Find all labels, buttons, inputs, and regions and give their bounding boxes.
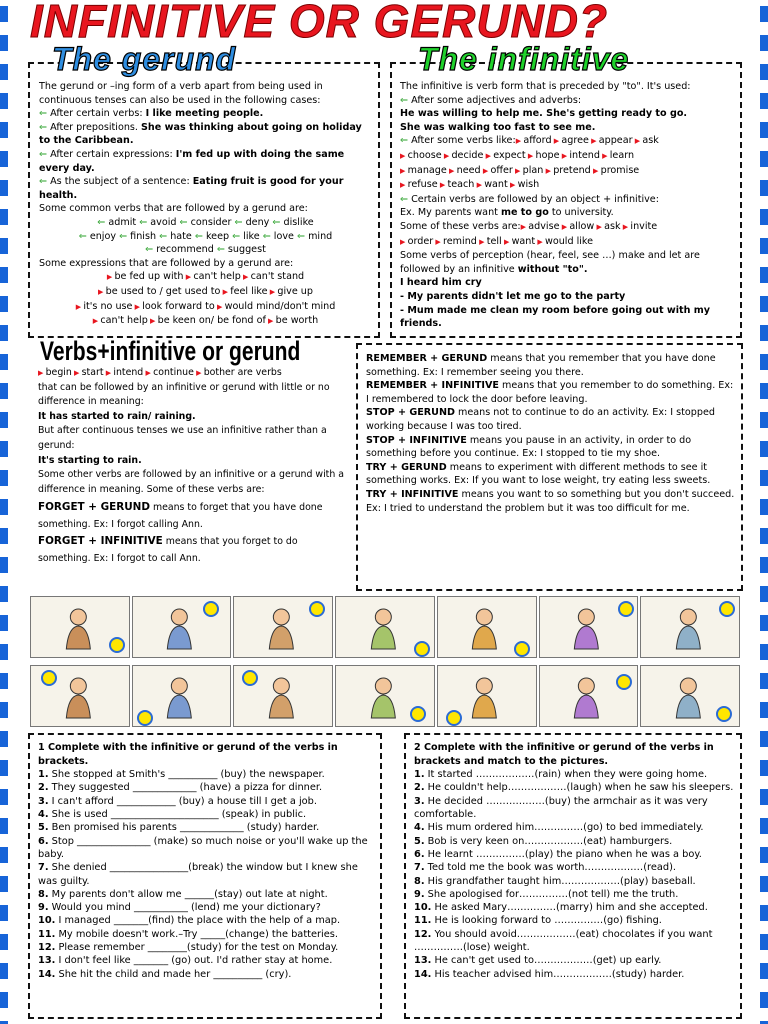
triangle-icon: ▶	[267, 287, 278, 296]
cartoon-figure-icon	[354, 676, 413, 720]
triangle-icon: ▶	[501, 237, 512, 246]
exercise-item: 2. They suggested _____________ (have) a pizza for dinner.	[38, 782, 323, 794]
triangle-icon: ▶	[400, 237, 408, 246]
arrow-icon: ⇐	[259, 230, 274, 242]
verb-item: afford	[523, 135, 552, 147]
perception-example: - My parents didn't let me go to the party	[400, 290, 626, 302]
item-number: 3.	[414, 795, 425, 807]
verb-item: feel like	[230, 285, 268, 297]
cartoon-figure-icon	[49, 607, 108, 651]
exercise-item: 6. He learnt ……………(play) the piano when he was a boy.	[414, 848, 702, 860]
verb-item: tell	[486, 235, 502, 247]
cartoon-figure-icon	[557, 676, 616, 720]
triangle-icon: ▶	[594, 222, 605, 231]
meaning-rule: REMEMBER + INFINITIVE means that you remember to do something. Ex: I remembered to lock the door before leaving.	[366, 380, 734, 405]
cartoon-figure-icon	[150, 676, 209, 720]
arrow-icon: ⇐	[176, 216, 191, 228]
picture-cartoon	[539, 665, 639, 727]
gerund-heading: The gerund	[52, 41, 237, 77]
item-number: 6.	[414, 848, 425, 860]
arrow-icon: ⇐	[39, 148, 51, 160]
verb-item: wish	[517, 179, 540, 191]
verb-item: promise	[600, 164, 640, 176]
gerund-expression-list	[39, 300, 372, 315]
triangle-icon: ▶	[75, 302, 84, 311]
infinitive-verb-list	[400, 235, 734, 250]
gerund-section	[28, 62, 380, 338]
verb-item: begin	[45, 367, 72, 378]
verb-item: invite	[630, 220, 658, 232]
verb-item: mind	[308, 230, 333, 242]
forget-gerund-rule: FORGET + GERUND means to forget that you have done something. Ex: I forgot calling Ann.	[38, 501, 323, 531]
verb-item: can't help	[100, 315, 148, 327]
exercise-item: 8. His grandfather taught him………………(play) baseball.	[414, 875, 696, 887]
triangle-icon: ▶	[483, 151, 494, 160]
meaning-rule: TRY + INFINITIVE means you want to so something but you don't succeed. Ex: I tried to understand the problem but it was too difficult for me.	[366, 488, 735, 514]
item-number: 10.	[38, 915, 56, 927]
item-number: 1.	[414, 769, 425, 781]
item-number: 12.	[414, 928, 432, 940]
both-text: But after continuous tenses we use an infinitive rather than a gerund:	[38, 425, 327, 451]
verb-item: want	[511, 235, 536, 247]
infinitive-example: Ex. My parents want me to go to university.	[400, 207, 614, 219]
verb-item: offer	[490, 164, 513, 176]
triangle-icon: ▶	[400, 151, 408, 160]
item-number: 1.	[38, 769, 49, 781]
exercise-2-heading: 2 Complete with the infinitive or gerund of the verbs in brackets and match to the pictures.	[414, 742, 714, 767]
verb-item: bother	[203, 367, 235, 378]
meaning-rule: TRY + GERUND means to experiment with different methods to see it something works. Ex: If you want to lose weight, try eating less sweets.	[366, 461, 711, 487]
right-border-decoration	[760, 0, 768, 1024]
infinitive-heading: The infinitive	[418, 41, 630, 77]
infinitive-verb-list	[400, 149, 734, 164]
arrow-icon: ⇐	[136, 216, 151, 228]
verb-item: enjoy	[89, 230, 117, 242]
verb-item: agree	[561, 135, 589, 147]
verb-item: deny	[245, 216, 270, 228]
arrow-icon: ⇐	[400, 135, 412, 147]
perception-example: - Mum made me clean my room before going out with my friends.	[400, 304, 711, 330]
picture-cartoon	[640, 596, 740, 658]
triangle-icon: ▶	[543, 166, 554, 175]
cartoon-figure-icon	[455, 676, 514, 720]
perception-example: I heard him cry	[400, 277, 482, 289]
exercise-item: 3. He decided ………………(buy) the armchair as it was very comfortable.	[414, 795, 708, 821]
triangle-icon: ▶	[98, 287, 106, 296]
exercise-item: 12. Please remember ________(study) for the test on Monday.	[38, 942, 339, 954]
answer-circle-icon	[109, 637, 125, 653]
answer-circle-icon	[716, 706, 732, 722]
exercise-item: 2. He couldn't help………………(laugh) when he saw his sleepers.	[414, 782, 734, 794]
exercise-2	[404, 733, 742, 1019]
verb-item: learn	[609, 149, 635, 161]
item-number: 2.	[414, 782, 425, 794]
gerund-intro: The gerund or –ing form of a verb apart from being used in continuous tenses can also be used in the following cases:	[39, 81, 323, 106]
meaning-rule: STOP + GERUND means not to continue to do an activity. Ex: I stopped working because I was too tired.	[366, 407, 715, 432]
verb-item: start	[81, 367, 104, 378]
verb-item: teach	[447, 179, 475, 191]
picture-cartoon	[335, 665, 435, 727]
verb-item: hope	[535, 149, 560, 161]
picture-row	[30, 596, 740, 658]
verb-item: remind	[443, 235, 477, 247]
exercise-item: 4. She is used ______________________ (speak) in public.	[38, 809, 307, 821]
triangle-icon: ▶	[183, 273, 194, 282]
cartoon-figure-icon	[659, 607, 718, 651]
verb-item: dislike	[283, 216, 314, 228]
infinitive-intro: The infinitive is verb form that is preceded by "to". It's used:	[400, 81, 691, 92]
both-section	[38, 366, 348, 567]
both-text: are verbs	[234, 367, 282, 378]
answer-circle-icon	[618, 601, 634, 617]
triangle-icon: ▶	[620, 222, 631, 231]
cartoon-figure-icon	[49, 676, 108, 720]
gerund-expression-list	[39, 314, 372, 329]
arrow-icon: ⇐	[39, 108, 51, 120]
picture-cartoon	[437, 596, 537, 658]
verb-item: keep	[205, 230, 230, 242]
answer-circle-icon	[616, 674, 632, 690]
verb-item: would like	[544, 235, 594, 247]
triangle-icon: ▶	[515, 137, 524, 146]
gerund-rule: ⇐ After certain expressions: I'm fed up with doing the same every day.	[39, 148, 345, 174]
arrow-icon: ⇐	[78, 230, 90, 242]
verb-item: be used to / get used to	[105, 285, 221, 297]
answer-circle-icon	[446, 710, 462, 726]
cartoon-figure-icon	[455, 607, 514, 651]
gerund-verb-list	[39, 216, 372, 230]
arrow-icon: ⇐	[269, 216, 284, 228]
triangle-icon: ▶	[632, 137, 643, 146]
answer-circle-icon	[137, 710, 153, 726]
verb-item: refuse	[407, 179, 438, 191]
verb-item: manage	[407, 164, 447, 176]
verb-item: decide	[451, 149, 484, 161]
triangle-icon: ▶	[147, 317, 158, 326]
item-number: 11.	[38, 928, 56, 940]
cartoon-figure-icon	[659, 676, 718, 720]
triangle-icon: ▶	[441, 151, 452, 160]
verb-item: admit	[108, 216, 137, 228]
answer-circle-icon	[203, 601, 219, 617]
triangle-icon: ▶	[433, 237, 444, 246]
verb-item: be fed up with	[114, 271, 184, 283]
picture-cartoon	[30, 596, 130, 658]
left-border-decoration	[0, 0, 8, 1024]
infinitive-rule: ⇐ After some adjectives and adverbs:	[400, 94, 582, 106]
triangle-icon: ▶	[551, 137, 562, 146]
verb-item: pretend	[553, 164, 591, 176]
arrow-icon: ⇐	[229, 230, 244, 242]
verb-item: be keen on/ be fond of	[157, 315, 266, 327]
verb-item: ask	[604, 220, 621, 232]
item-number: 13.	[38, 955, 56, 967]
verb-item: advise	[528, 220, 560, 232]
exercise-item: 13. He can't get used to………………(get) up early.	[414, 955, 662, 967]
verb-item: plan	[522, 164, 544, 176]
triangle-icon: ▶	[106, 273, 115, 282]
item-number: 12.	[38, 942, 56, 954]
gerund-verb-list	[39, 230, 372, 244]
triangle-icon: ▶	[446, 166, 457, 175]
infinitive-verb-list	[400, 164, 734, 179]
verb-item: can't stand	[250, 271, 305, 283]
item-number: 2.	[38, 782, 49, 794]
gerund-expression-list	[39, 285, 372, 300]
arrow-icon: ⇐	[145, 244, 157, 256]
verb-item: intend	[569, 149, 600, 161]
exercise-item: 7. Ted told me the book was worth………………(read).	[414, 862, 677, 874]
infinitive-rule: ⇐ Certain verbs are followed by an object + infinitive:	[400, 193, 659, 205]
gerund-expressions-intro: Some expressions that are followed by a gerund are:	[39, 257, 294, 269]
exercise-item: 1. She stopped at Smith's __________ (buy) the newspaper.	[38, 769, 325, 781]
exercise-item: 4. His mum ordered him……………(go) to bed immediately.	[414, 822, 704, 834]
forget-infinitive-rule: FORGET + INFINITIVE means that you forget to do something. Ex: I forgot to call Ann.	[38, 535, 298, 565]
infinitive-verb-list	[400, 178, 734, 193]
verb-item: want	[484, 179, 508, 191]
both-text: Some other verbs are followed by an infinitive or a gerund with a difference in meaning. Some of these verbs are:	[38, 469, 345, 495]
exercise-item: 5. Ben promised his parents _____________ (study) harder.	[38, 822, 320, 834]
picture-cartoon	[640, 665, 740, 727]
picture-cartoon	[132, 665, 232, 727]
verb-item: intend	[113, 367, 144, 378]
item-number: 4.	[414, 822, 425, 834]
exercise-item: 6. Stop _______________ (make) so much noise or you'll wake up the baby.	[38, 835, 368, 860]
cartoon-figure-icon	[557, 607, 616, 651]
infinitive-example: She was walking too fast to see me.	[400, 121, 596, 133]
verb-item: like	[243, 230, 260, 242]
item-number: 7.	[38, 862, 49, 874]
picture-cartoon	[335, 596, 435, 658]
arrow-icon: ⇐	[400, 193, 412, 205]
picture-cartoon	[233, 665, 333, 727]
item-number: 5.	[38, 822, 49, 834]
triangle-icon: ▶	[92, 317, 101, 326]
verb-item: give up	[277, 285, 313, 297]
gerund-rule: ⇐ After prepositions. She was thinking about going on holiday to the Caribbean.	[39, 121, 362, 147]
verb-item: be worth	[275, 315, 319, 327]
page-title: INFINITIVE OR GERUND?	[30, 0, 609, 47]
exercise-item: 7. She denied ________________(break) the window but I knew she was guilty.	[38, 862, 358, 887]
gerund-rule: ⇐ After certain verbs: I like meeting people.	[39, 108, 264, 120]
exercise-1-heading: 1 Complete with the infinitive or gerund of the verbs in brackets.	[38, 742, 338, 767]
exercise-item: 9. She apologised for……………(not tell) me the truth.	[414, 888, 679, 900]
gerund-verb-list	[39, 243, 372, 257]
item-number: 13.	[414, 955, 432, 967]
arrow-icon: ⇐	[191, 230, 206, 242]
exercise-1	[28, 733, 382, 1019]
answer-circle-icon	[414, 641, 430, 657]
meaning-difference-section	[356, 343, 743, 591]
arrow-icon: ⇐	[293, 230, 309, 242]
item-number: 9.	[414, 888, 425, 900]
exercise-item: 5. Bob is very keen on………………(eat) hamburgers.	[414, 835, 673, 847]
verb-item: appear	[598, 135, 633, 147]
verb-item: hate	[170, 230, 192, 242]
verb-item: would mind/don't mind	[224, 300, 336, 312]
picture-cartoon	[233, 596, 333, 658]
triangle-icon: ▶	[474, 181, 485, 190]
exercise-item: 12. You should avoid………………(eat) chocolates if you want ……………(lose) weight.	[414, 928, 713, 954]
arrow-icon: ⇐	[213, 244, 228, 256]
triangle-icon: ▶	[400, 166, 408, 175]
arrow-icon: ⇐	[39, 121, 51, 133]
triangle-icon: ▶	[103, 369, 114, 377]
verb-item: choose	[407, 149, 442, 161]
meaning-rule: REMEMBER + GERUND means that you remember that you have done something. Ex: I remember seeing you there.	[366, 353, 716, 378]
arrow-icon: ⇐	[231, 216, 246, 228]
infinitive-rule: ⇐ After some verbs like:▶ afford ▶ agree ▶ appear ▶ ask	[400, 135, 659, 147]
exercise-item: 3. I can't afford ____________ (buy) a house till I get a job.	[38, 795, 318, 807]
exercise-item: 1. It started ………………(rain) when they were going home.	[414, 769, 708, 781]
answer-circle-icon	[41, 670, 57, 686]
triangle-icon: ▶	[480, 166, 491, 175]
item-number: 9.	[38, 902, 49, 914]
triangle-icon: ▶	[193, 369, 204, 377]
triangle-icon: ▶	[143, 369, 154, 377]
answer-circle-icon	[410, 706, 426, 722]
exercise-item: 11. My mobile doesn't work.–Try _____(change) the batteries.	[38, 928, 339, 940]
triangle-icon: ▶	[220, 287, 231, 296]
triangle-icon: ▶	[38, 369, 46, 377]
triangle-icon: ▶	[507, 181, 518, 190]
both-verb-list	[38, 366, 348, 381]
infinitive-section	[390, 62, 742, 338]
item-number: 3.	[38, 795, 49, 807]
arrow-icon: ⇐	[400, 94, 412, 106]
cartoon-figure-icon	[252, 676, 311, 720]
exercise-item: 14. She hit the child and made her __________ (cry).	[38, 968, 292, 980]
verb-item: avoid	[150, 216, 177, 228]
item-number: 8.	[414, 875, 425, 887]
triangle-icon: ▶	[588, 137, 599, 146]
verb-item: continue	[153, 367, 194, 378]
verb-item: consider	[190, 216, 232, 228]
both-heading: Verbs+infinitive or gerund	[40, 336, 301, 366]
triangle-icon: ▶	[520, 222, 529, 231]
verb-item: suggest	[227, 244, 266, 256]
triangle-icon: ▶	[240, 273, 251, 282]
verb-item: expect	[493, 149, 526, 161]
cartoon-figure-icon	[150, 607, 209, 651]
verb-item: order	[407, 235, 434, 247]
triangle-icon: ▶	[559, 151, 570, 160]
exercise-item: 13. I don't feel like _______ (go) out. I'd rather stay at home.	[38, 955, 333, 967]
perception-rule: Some verbs of perception (hear, feel, see …) make and let are followed by an infinitive without "to".	[400, 250, 700, 275]
infinitive-example: He was willing to help me. She's getting ready to go.	[400, 108, 688, 120]
answer-circle-icon	[309, 601, 325, 617]
arrow-icon: ⇐	[97, 216, 109, 228]
triangle-icon: ▶	[265, 317, 276, 326]
item-number: 11.	[414, 915, 432, 927]
cartoon-figure-icon	[354, 607, 413, 651]
arrow-icon: ⇐	[156, 230, 171, 242]
gerund-verbs-intro: Some common verbs that are followed by a gerund are:	[39, 203, 308, 215]
item-number: 10.	[414, 902, 432, 914]
both-example: It has started to rain/ raining.	[38, 410, 196, 422]
picture-row	[30, 665, 740, 727]
verb-item: need	[456, 164, 481, 176]
exercise-item: 9. Would you mind ___________ (lend) me your dictionary?	[38, 902, 321, 914]
item-number: 14.	[38, 968, 56, 980]
exercise-item: 11. He is looking forward to ……………(go) fishing.	[414, 915, 662, 927]
verb-item: can't help	[193, 271, 241, 283]
triangle-icon: ▶	[599, 151, 610, 160]
picture-cartoon	[132, 596, 232, 658]
triangle-icon: ▶	[71, 369, 82, 377]
meaning-rule: STOP + INFINITIVE means you pause in an activity, in order to do something before you continue. Ex: I stopped to tie my shoe.	[366, 434, 692, 460]
verb-item: love	[273, 230, 294, 242]
answer-circle-icon	[514, 641, 530, 657]
triangle-icon: ▶	[512, 166, 523, 175]
triangle-icon: ▶	[437, 181, 448, 190]
verb-item: look forward to	[142, 300, 215, 312]
picture-cartoon	[437, 665, 537, 727]
verb-item: it's no use	[83, 300, 133, 312]
triangle-icon: ▶	[476, 237, 487, 246]
verb-item: recommend	[156, 244, 214, 256]
verb-item: ask	[642, 135, 659, 147]
exercise-item: 10. He asked Mary……………(marry) him and she accepted.	[414, 902, 708, 914]
item-number: 6.	[38, 835, 49, 847]
arrow-icon: ⇐	[116, 230, 131, 242]
triangle-icon: ▶	[400, 181, 408, 190]
triangle-icon: ▶	[590, 166, 601, 175]
gerund-expression-list	[39, 270, 372, 285]
exercise-item: 8. My parents don't allow me ______(stay) out late at night.	[38, 888, 328, 900]
item-number: 4.	[38, 809, 49, 821]
item-number: 14.	[414, 968, 432, 980]
picture-cartoon	[30, 665, 130, 727]
triangle-icon: ▶	[559, 222, 570, 231]
triangle-icon: ▶	[132, 302, 143, 311]
triangle-icon: ▶	[214, 302, 225, 311]
arrow-icon: ⇐	[39, 176, 51, 188]
both-text: that can be followed by an infinitive or gerund with little or no difference in meaning:	[38, 381, 330, 408]
gerund-rule: ⇐ As the subject of a sentence: Eating fruit is good for your health.	[39, 176, 344, 201]
verb-item: allow	[569, 220, 595, 232]
verb-item: finish	[130, 230, 157, 242]
both-example: It's starting to rain.	[38, 454, 142, 466]
cartoon-figure-icon	[252, 607, 311, 651]
triangle-icon: ▶	[525, 151, 536, 160]
item-number: 8.	[38, 888, 49, 900]
item-number: 7.	[414, 862, 425, 874]
exercise-item: 10. I managed _______(find) the place with the help of a map.	[38, 915, 341, 927]
answer-circle-icon	[719, 601, 735, 617]
infinitive-verb-list: Some of these verbs are:▶ advise ▶ allow ▶ ask ▶ invite	[400, 220, 658, 232]
triangle-icon: ▶	[535, 237, 545, 246]
item-number: 5.	[414, 835, 425, 847]
picture-cartoon	[539, 596, 639, 658]
exercise-item: 14. His teacher advised him………………(study) harder.	[414, 968, 685, 980]
